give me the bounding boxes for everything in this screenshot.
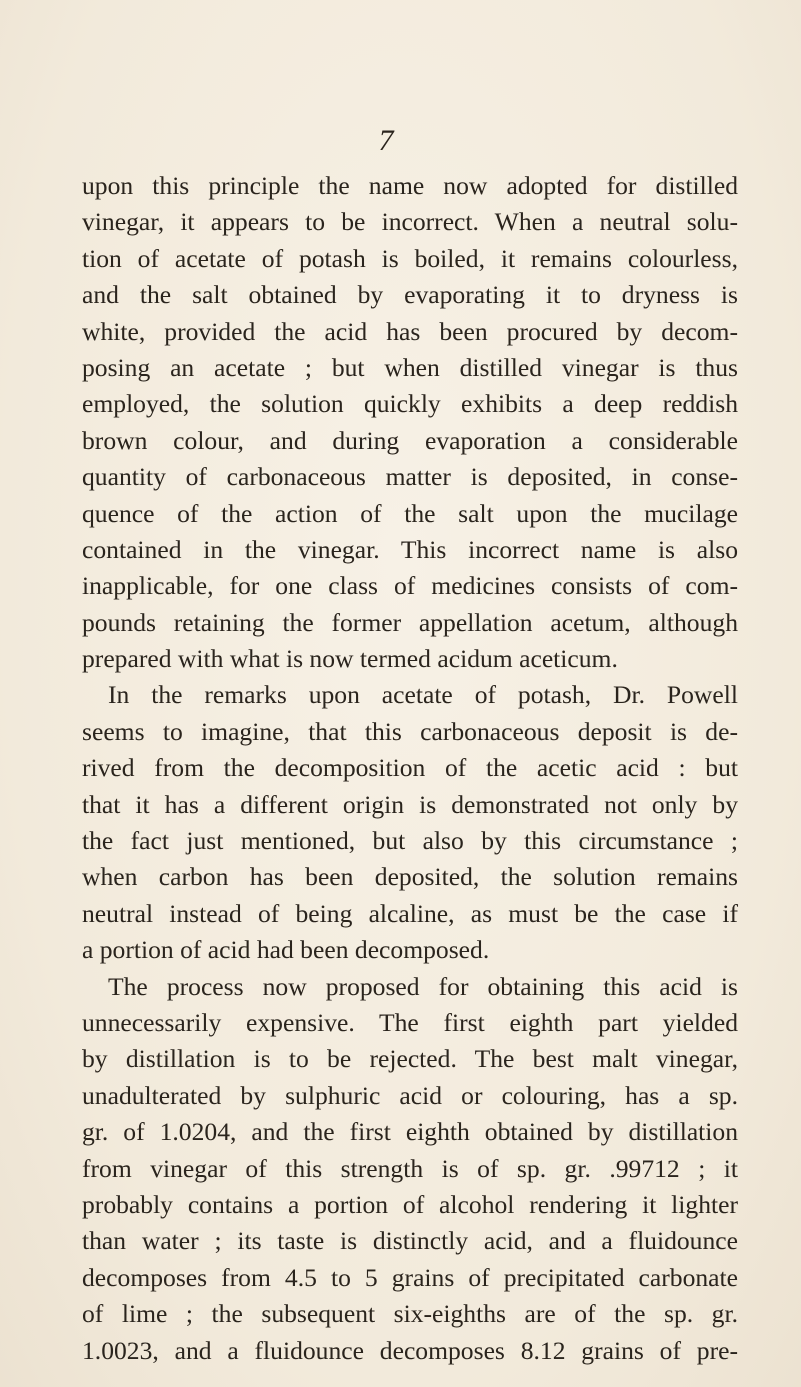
text-line: tion of acetate of potash is boiled, it remains colourless,	[82, 243, 738, 273]
text-line: The process now proposed for obtaining this acid is	[108, 971, 738, 1001]
text-line: quence of the action of the salt upon the mucilage	[82, 498, 738, 528]
text-line: from vinegar of this strength is of sp. gr. .99712 ; it	[82, 1153, 738, 1183]
text-line: In the remarks upon acetate of potash, Dr. Powell	[108, 680, 738, 710]
text-line: 1.0023, and a fluidounce decomposes 8.12 grains of pre-	[82, 1335, 738, 1365]
text-line: probably contains a portion of alcohol rendering it lighter	[82, 1189, 738, 1219]
text-line: the fact just mentioned, but also by this circumstance ;	[82, 826, 738, 856]
text-line: than water ; its taste is distinctly acid, and a fluidounce	[82, 1226, 738, 1256]
text-line: neutral instead of being alcaline, as must be the case if	[82, 898, 738, 928]
text-line: posing an acetate ; but when distilled vinegar is thus	[82, 352, 738, 382]
text-line: upon this principle the name now adopted for distilled	[82, 171, 738, 200]
text-line: of lime ; the subsequent six-eighths are of the sp. gr.	[82, 1299, 738, 1329]
body-text	[82, 168, 738, 1369]
text-line: employed, the solution quickly exhibits a deep reddish	[82, 389, 738, 419]
text-line: prepared with what is now termed acidum aceticum.	[82, 644, 618, 674]
text-line: quantity of carbonaceous matter is deposited, in conse-	[82, 462, 738, 492]
text-line: and the salt obtained by evaporating it to dryness is	[82, 280, 738, 310]
text-line: gr. of 1.0204, and the first eighth obtained by distillation	[82, 1117, 738, 1147]
text-line: inapplicable, for one class of medicines consists of com-	[82, 571, 738, 601]
text-line: vinegar, it appears to be incorrect. When a neutral solu-	[82, 207, 738, 237]
text-line: unadulterated by sulphuric acid or colouring, has a sp.	[82, 1080, 738, 1110]
text-line: pounds retaining the former appellation acetum, although	[82, 607, 738, 637]
text-line: white, provided the acid has been procured by decom-	[82, 316, 738, 346]
text-line: contained in the vinegar. This incorrect name is also	[82, 534, 738, 564]
text-line: when carbon has been deposited, the solution remains	[82, 862, 738, 892]
page-number: 7	[378, 124, 394, 157]
text-line: decomposes from 4.5 to 5 grains of precipitated carbonate	[82, 1262, 738, 1292]
text-line: that it has a different origin is demonstrated not only by	[82, 789, 738, 819]
text-line: rived from the decomposition of the acetic acid : but	[82, 753, 738, 783]
text-line: unnecessarily expensive. The first eighth part yielded	[82, 1007, 738, 1037]
text-line: by distillation is to be rejected. The best malt vinegar,	[82, 1044, 738, 1074]
text-line: brown colour, and during evaporation a considerable	[82, 425, 738, 455]
text-line: seems to imagine, that this carbonaceous deposit is de-	[82, 716, 738, 746]
text-line: a portion of acid had been decomposed.	[82, 935, 490, 965]
